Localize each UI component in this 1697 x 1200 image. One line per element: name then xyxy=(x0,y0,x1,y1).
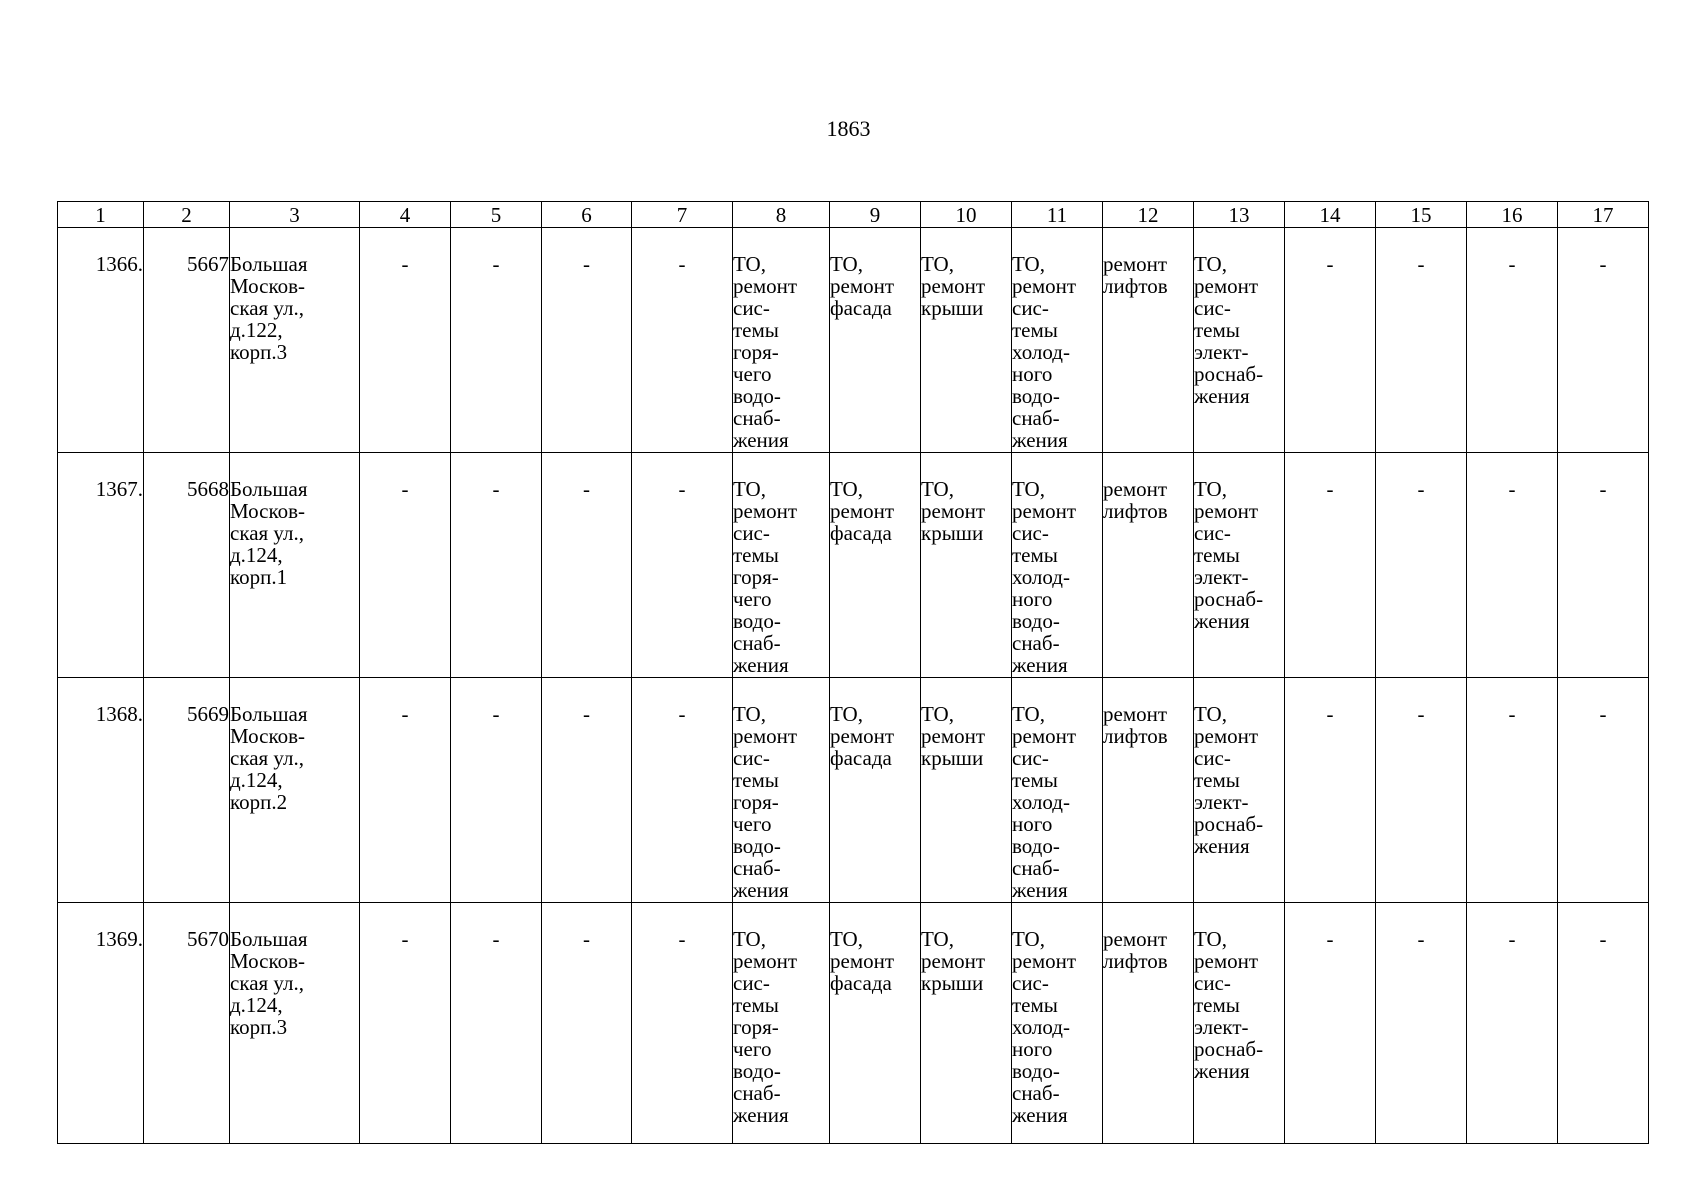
row-number-cell: 1366. xyxy=(58,228,144,453)
object-id-cell: 5668 xyxy=(144,453,230,678)
dash-cell: - xyxy=(360,903,451,1144)
dash-cell: - xyxy=(542,678,632,903)
dash-cell: - xyxy=(451,453,542,678)
column-header: 17 xyxy=(1558,202,1649,228)
roof-cell: ТО, ремонт крыши xyxy=(921,228,1012,453)
address-cell: Большая Москов- ская ул., д.124, корп.2 xyxy=(230,678,360,903)
column-header: 16 xyxy=(1467,202,1558,228)
hot-water-cell: ТО, ремонт сис- темы горя- чего водо- снаб- жения xyxy=(733,228,830,453)
dash-cell: - xyxy=(1376,228,1467,453)
column-header: 11 xyxy=(1012,202,1103,228)
column-header: 15 xyxy=(1376,202,1467,228)
power-supply-cell: ТО, ремонт сис- темы элект- роснаб- жения xyxy=(1194,228,1285,453)
dash-cell: - xyxy=(632,678,733,903)
dash-cell: - xyxy=(1467,453,1558,678)
column-header: 10 xyxy=(921,202,1012,228)
roof-cell: ТО, ремонт крыши xyxy=(921,678,1012,903)
dash-cell: - xyxy=(1376,903,1467,1144)
dash-cell: - xyxy=(1285,903,1376,1144)
column-header: 5 xyxy=(451,202,542,228)
elevator-cell: ремонт лифтов xyxy=(1103,678,1194,903)
cold-water-cell: ТО, ремонт сис- темы холод- ного водо- снаб- жения xyxy=(1012,903,1103,1144)
dash-cell: - xyxy=(542,903,632,1144)
dash-cell: - xyxy=(1285,228,1376,453)
dash-cell: - xyxy=(1558,453,1649,678)
dash-cell: - xyxy=(542,453,632,678)
power-supply-cell: ТО, ремонт сис- темы элект- роснаб- жения xyxy=(1194,453,1285,678)
hot-water-cell: ТО, ремонт сис- темы горя- чего водо- снаб- жения xyxy=(733,678,830,903)
column-header: 12 xyxy=(1103,202,1194,228)
elevator-cell: ремонт лифтов xyxy=(1103,228,1194,453)
dash-cell: - xyxy=(542,228,632,453)
facade-cell: ТО, ремонт фасада xyxy=(830,453,921,678)
column-header: 3 xyxy=(230,202,360,228)
header-row xyxy=(58,202,1649,228)
dash-cell: - xyxy=(1467,903,1558,1144)
dash-cell: - xyxy=(451,678,542,903)
column-header: 2 xyxy=(144,202,230,228)
cold-water-cell: ТО, ремонт сис- темы холод- ного водо- снаб- жения xyxy=(1012,678,1103,903)
row-number-cell: 1368. xyxy=(58,678,144,903)
table-row xyxy=(58,903,1649,1144)
dash-cell: - xyxy=(1558,903,1649,1144)
facade-cell: ТО, ремонт фасада xyxy=(830,903,921,1144)
page-number: 1863 xyxy=(826,116,871,141)
column-header: 8 xyxy=(733,202,830,228)
facade-cell: ТО, ремонт фасада xyxy=(830,228,921,453)
cold-water-cell: ТО, ремонт сис- темы холод- ного водо- снаб- жения xyxy=(1012,453,1103,678)
elevator-cell: ремонт лифтов xyxy=(1103,453,1194,678)
address-cell: Большая Москов- ская ул., д.124, корп.1 xyxy=(230,453,360,678)
facade-cell: ТО, ремонт фасада xyxy=(830,678,921,903)
table-row xyxy=(58,228,1649,453)
hot-water-cell: ТО, ремонт сис- темы горя- чего водо- снаб- жения xyxy=(733,903,830,1144)
cold-water-cell: ТО, ремонт сис- темы холод- ного водо- снаб- жения xyxy=(1012,228,1103,453)
dash-cell: - xyxy=(1558,678,1649,903)
object-id-cell: 5669 xyxy=(144,678,230,903)
row-number-cell: 1367. xyxy=(58,453,144,678)
dash-cell: - xyxy=(451,903,542,1144)
row-number-cell: 1369. xyxy=(58,903,144,1144)
roof-cell: ТО, ремонт крыши xyxy=(921,903,1012,1144)
column-header: 14 xyxy=(1285,202,1376,228)
object-id-cell: 5667 xyxy=(144,228,230,453)
dash-cell: - xyxy=(360,678,451,903)
table-row xyxy=(58,453,1649,678)
column-header: 4 xyxy=(360,202,451,228)
object-id-cell: 5670 xyxy=(144,903,230,1144)
dash-cell: - xyxy=(1467,678,1558,903)
roof-cell: ТО, ремонт крыши xyxy=(921,453,1012,678)
address-cell: Большая Москов- ская ул., д.124, корп.3 xyxy=(230,903,360,1144)
table-row xyxy=(58,678,1649,903)
dash-cell: - xyxy=(1558,228,1649,453)
dash-cell: - xyxy=(632,453,733,678)
address-cell: Большая Москов- ская ул., д.122, корп.3 xyxy=(230,228,360,453)
dash-cell: - xyxy=(632,903,733,1144)
dash-cell: - xyxy=(1467,228,1558,453)
hot-water-cell: ТО, ремонт сис- темы горя- чего водо- снаб- жения xyxy=(733,453,830,678)
column-header: 9 xyxy=(830,202,921,228)
column-header: 13 xyxy=(1194,202,1285,228)
dash-cell: - xyxy=(1285,678,1376,903)
column-header: 1 xyxy=(58,202,144,228)
dash-cell: - xyxy=(451,228,542,453)
dash-cell: - xyxy=(1376,453,1467,678)
column-header: 6 xyxy=(542,202,632,228)
column-header: 7 xyxy=(632,202,733,228)
dash-cell: - xyxy=(360,228,451,453)
data-table xyxy=(57,201,1649,1144)
dash-cell: - xyxy=(1376,678,1467,903)
dash-cell: - xyxy=(632,228,733,453)
dash-cell: - xyxy=(1285,453,1376,678)
dash-cell: - xyxy=(360,453,451,678)
elevator-cell: ремонт лифтов xyxy=(1103,903,1194,1144)
power-supply-cell: ТО, ремонт сис- темы элект- роснаб- жения xyxy=(1194,903,1285,1144)
power-supply-cell: ТО, ремонт сис- темы элект- роснаб- жения xyxy=(1194,678,1285,903)
